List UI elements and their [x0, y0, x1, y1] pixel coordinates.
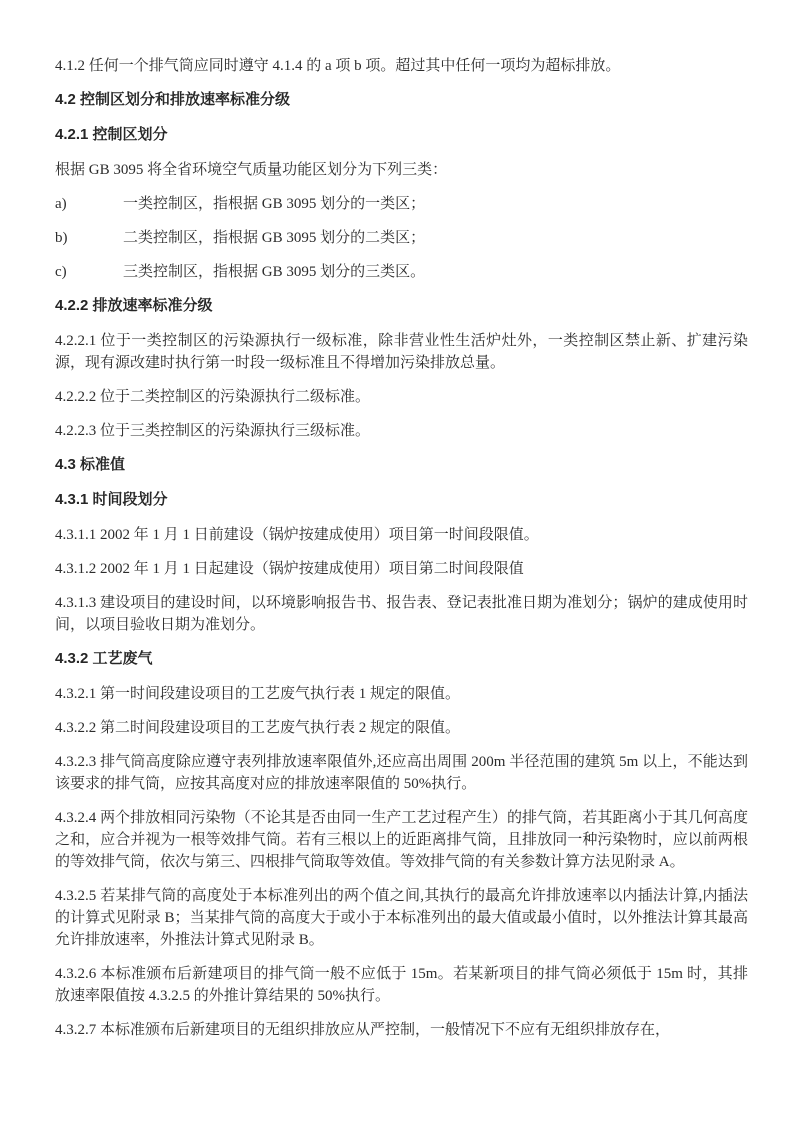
section-heading: 4.2.2 排放速率标准分级 — [55, 297, 213, 314]
list-item-text: 二类控制区，指根据 GB 3095 划分的二类区； — [123, 230, 426, 246]
paragraph: 4.3.2.4 两个排放相同污染物（不论其是否由同一生产工艺过程产生）的排气筒，若其距离小于其几何高度之和，应合并视为一根等效排气筒。若有三根以上的近距离排气筒，且排放同一种污染物时，应以前两根的等效排气筒，依次与第三、四根排气筒取等效值。等效排气筒的有关参数计算方法见附录 A。 — [55, 810, 748, 870]
section-heading: 4.3 标准值 — [55, 456, 126, 473]
paragraph: 4.2.2.3 位于三类控制区的污染源执行三级标准。 — [55, 423, 371, 439]
paragraph: 4.3.2.3 排气筒高度除应遵守表列排放速率限值外,还应高出周围 200m 半径范围的建筑 5m 以上，不能达到该要求的排气筒，应按其高度对应的排放速率限值的 50%执行。 — [55, 754, 748, 792]
paragraph: 4.3.2.2 第二时间段建设项目的工艺废气执行表 2 规定的限值。 — [55, 720, 461, 736]
paragraph: 4.3.2.6 本标准颁布后新建项目的排气筒一般不应低于 15m。若某新项目的排气筒必须低于 15m 时，其排放速率限值按 4.3.2.5 的外推计算结果的 50%执行。 — [55, 966, 748, 1004]
section-heading: 4.2.1 控制区划分 — [55, 126, 168, 143]
paragraph: 根据 GB 3095 将全省环境空气质量功能区划分为下列三类： — [55, 162, 448, 178]
paragraph: 4.2.2.2 位于二类控制区的污染源执行二级标准。 — [55, 389, 371, 405]
paragraph: 4.3.1.2 2002 年 1 月 1 日起建设（锅炉按建成使用）项目第二时间段限值 — [55, 561, 524, 577]
list-item-marker: b) — [55, 230, 68, 246]
list-item — [55, 261, 748, 283]
paragraph: 4.3.2.5 若某排气筒的高度处于本标准列出的两个值之间,其执行的最高允许排放速率以内插法计算,内插法的计算式见附录 B；当某排气筒的高度大于或小于本标准列出的最大值或最小值时，以外推法计算其最高允许排放速率，外推法计算式见附录 B。 — [55, 888, 748, 948]
paragraph: 4.3.1.1 2002 年 1 月 1 日前建设（锅炉按建成使用）项目第一时间段限值。 — [55, 527, 539, 543]
list-item — [55, 227, 748, 249]
list-item-text: 一类控制区，指根据 GB 3095 划分的一类区； — [123, 196, 426, 212]
list-item-text: 三类控制区，指根据 GB 3095 划分的三类区。 — [123, 264, 426, 280]
list-item-marker: c) — [55, 264, 67, 280]
list-item-marker: a) — [55, 196, 67, 212]
section-heading: 4.3.2 工艺废气 — [55, 650, 153, 667]
paragraph: 4.3.2.1 第一时间段建设项目的工艺废气执行表 1 规定的限值。 — [55, 686, 461, 702]
paragraph: 4.3.2.7 本标准颁布后新建项目的无组织排放应从严控制，一般情况下不应有无组织排放存在， — [55, 1022, 671, 1038]
section-heading: 4.2 控制区划分和排放速率标准分级 — [55, 91, 291, 108]
paragraph: 4.2.2.1 位于一类控制区的污染源执行一级标准，除非营业性生活炉灶外，一类控制区禁止新、扩建污染源，现有源改建时执行第一时段一级标准且不得增加污染排放总量。 — [55, 333, 748, 371]
paragraph: 4.3.1.3 建设项目的建设时间，以环境影响报告书、报告表、登记表批准日期为准划分；锅炉的建成使用时间，以项目验收日期为准划分。 — [55, 595, 748, 633]
paragraph: 4.1.2 任何一个排气筒应同时遵守 4.1.4 的 a 项 b 项。超过其中任何一项均为超标排放。 — [55, 58, 621, 74]
section-heading: 4.3.1 时间段划分 — [55, 491, 168, 508]
list-item — [55, 193, 748, 215]
